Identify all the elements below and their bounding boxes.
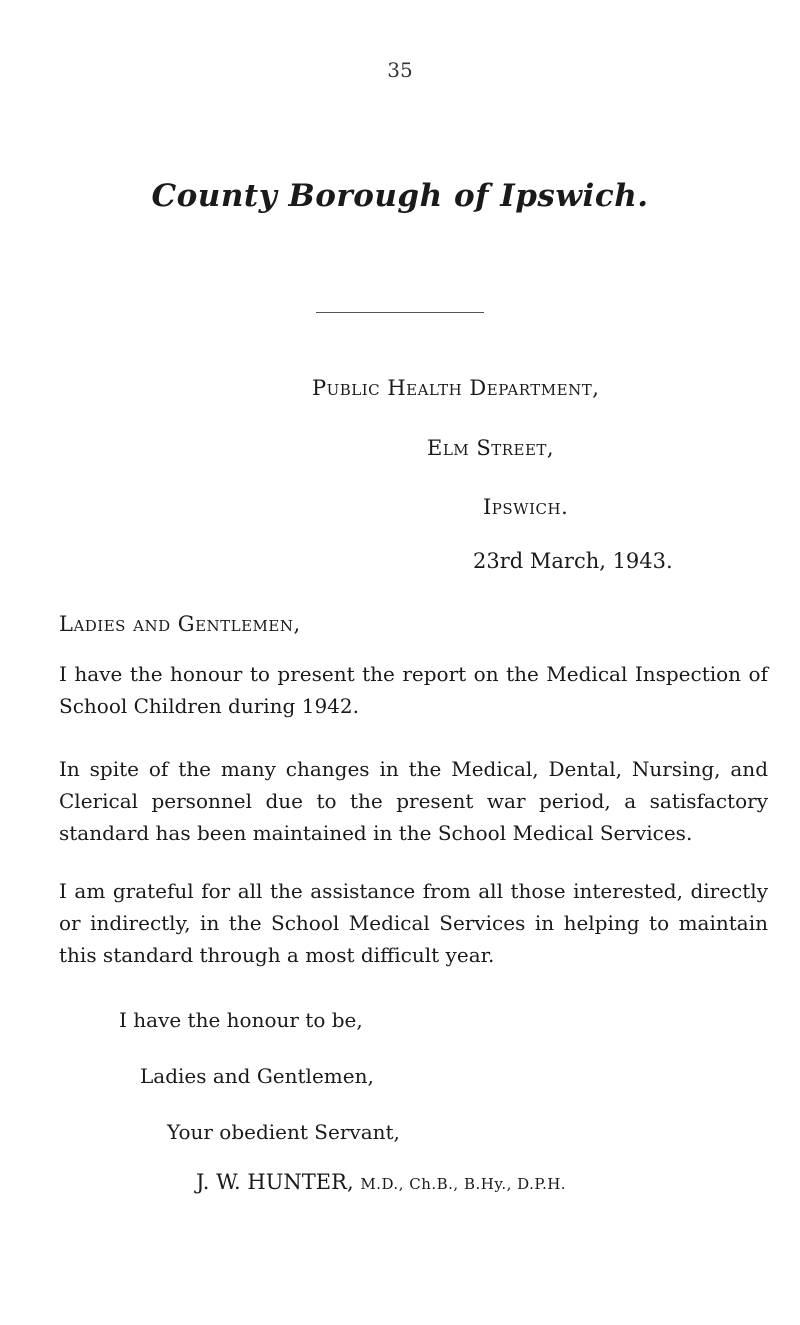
page-number: 35	[387, 58, 413, 82]
closing-line-2: Ladies and Gentlemen,	[140, 1064, 374, 1088]
body-paragraph-1: I have the honour to present the report on the Medical Inspection of School Children during 1942.	[59, 662, 768, 718]
salutation: Ladies and Gentlemen,	[59, 612, 301, 636]
divider-rule	[316, 312, 484, 313]
closing-line-3: Your obedient Servant,	[167, 1120, 400, 1144]
body-paragraph-3: I am grateful for all the assistance from all those interested, directly or indirectly, in the School Medical Services in helping to maintain this standard through a most difficult year.	[59, 879, 768, 967]
document-heading: County Borough of Ipswich.	[151, 178, 649, 214]
address-line-department: Public Health Department,	[312, 376, 600, 400]
body-paragraph-2: In spite of the many changes in the Medical, Dental, Nursing, and Clerical personnel due to the present war period, a satisfactory standard has been maintained in the School Medical Services.	[59, 757, 768, 845]
letter-date: 23rd March, 1943.	[473, 549, 673, 573]
signature-name: J. W. HUNTER,	[196, 1170, 354, 1194]
address-line-street: Elm Street,	[427, 436, 555, 460]
address-line-town: Ipswich.	[483, 495, 569, 519]
signature-qualifications: M.D., Ch.B., B.Hy., D.P.H.	[360, 1175, 567, 1193]
signature	[196, 1170, 566, 1194]
closing-line-1: I have the honour to be,	[119, 1008, 363, 1032]
